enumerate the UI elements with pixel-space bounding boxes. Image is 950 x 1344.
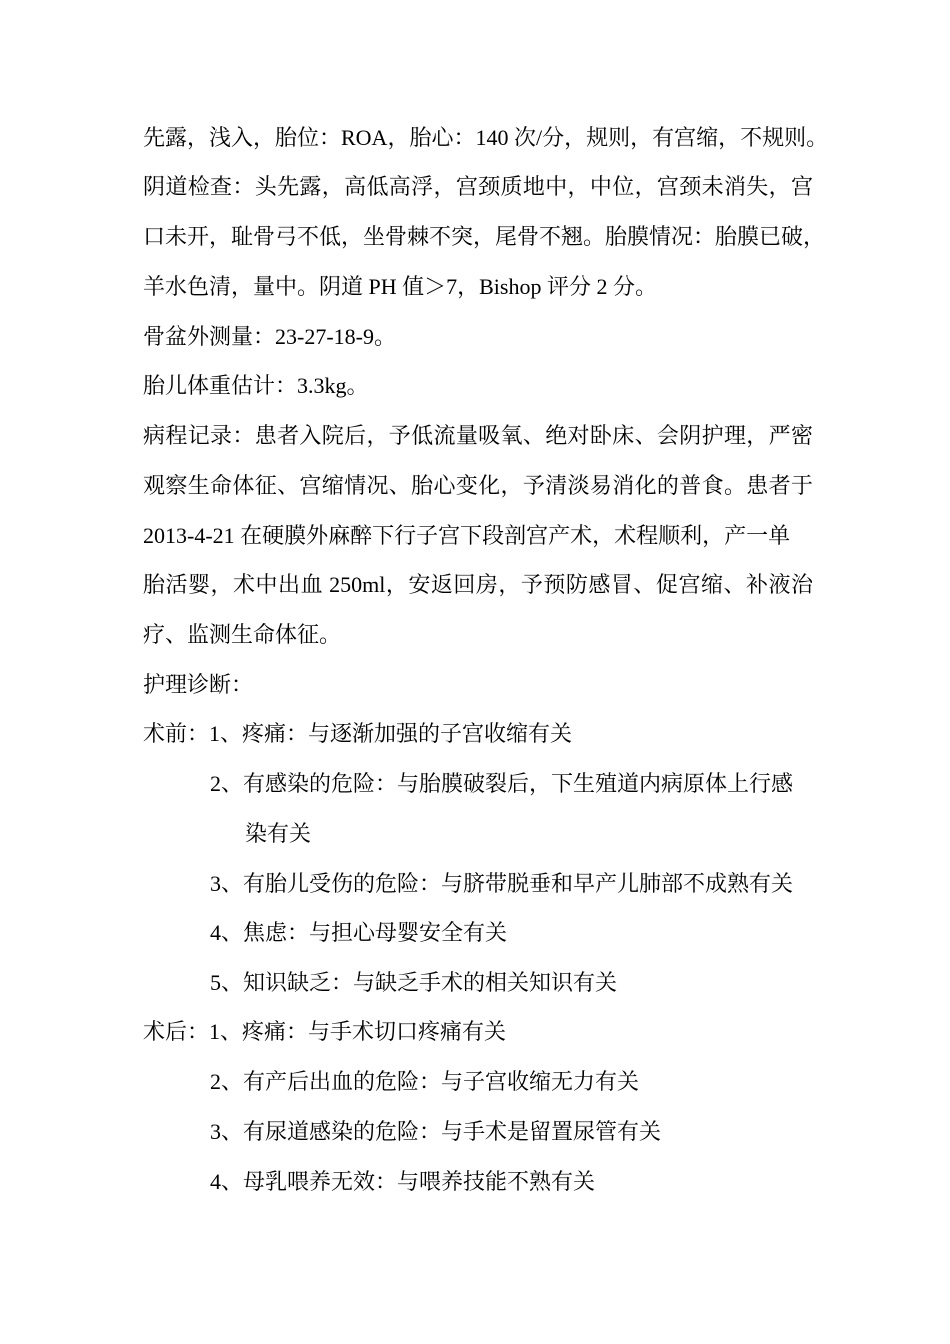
postop-item-4: 4、母乳喂养无效：与喂养技能不熟有关 xyxy=(210,1169,596,1194)
preop-item-2-line-1: 2、有感染的危险：与胎膜破裂后，下生殖道内病原体上行感 xyxy=(210,771,794,796)
course-line-5: 疗、监测生命体征。 xyxy=(143,622,342,647)
preop-item-1: 术前：1、疼痛：与逐渐加强的子宫收缩有关 xyxy=(143,721,573,746)
postop-item-2: 2、有产后出血的危险：与子宫收缩无力有关 xyxy=(210,1069,640,1094)
course-line-4: 胎活婴，术中出血 250ml，安返回房，予预防感冒、促宫缩、补液治 xyxy=(143,572,813,597)
course-line-3: 2013-4-21 在硬膜外麻醉下行子宫下段剖宫产术，术程顺利，产一单 xyxy=(143,523,791,548)
fetal-weight: 胎儿体重估计：3.3kg。 xyxy=(143,373,369,398)
course-line-2: 观察生命体征、宫缩情况、胎心变化，予清淡易消化的普食。患者于 xyxy=(143,473,813,498)
postop-item-1: 术后：1、疼痛：与手术切口疼痛有关 xyxy=(143,1019,507,1044)
nursing-diagnosis-heading: 护理诊断： xyxy=(143,672,254,697)
exam-line-2: 阴道检查：头先露，高低高浮，宫颈质地中，中位，宫颈未消失，宫 xyxy=(143,174,813,199)
preop-item-4: 4、焦虑：与担心母婴安全有关 xyxy=(210,920,508,945)
exam-line-4: 羊水色清，量中。阴道 PH 值＞7，Bishop 评分 2 分。 xyxy=(143,274,657,299)
preop-item-2-line-2: 染有关 xyxy=(245,821,312,846)
exam-line-1: 先露，浅入，胎位：ROA，胎心：140 次/分，规则，有宫缩，不规则。 xyxy=(143,125,829,150)
course-line-1: 病程记录：患者入院后，予低流量吸氧、绝对卧床、会阴护理，严密 xyxy=(143,423,813,448)
preop-item-5: 5、知识缺乏：与缺乏手术的相关知识有关 xyxy=(210,970,618,995)
exam-line-3: 口未开，耻骨弓不低，坐骨棘不突，尾骨不翘。胎膜情况：胎膜已破， xyxy=(143,224,826,249)
preop-item-3: 3、有胎儿受伤的危险：与脐带脱垂和早产儿肺部不成熟有关 xyxy=(210,871,794,896)
postop-item-3: 3、有尿道感染的危险：与手术是留置尿管有关 xyxy=(210,1119,662,1144)
pelvis-measure: 骨盆外测量：23-27-18-9。 xyxy=(143,324,396,349)
